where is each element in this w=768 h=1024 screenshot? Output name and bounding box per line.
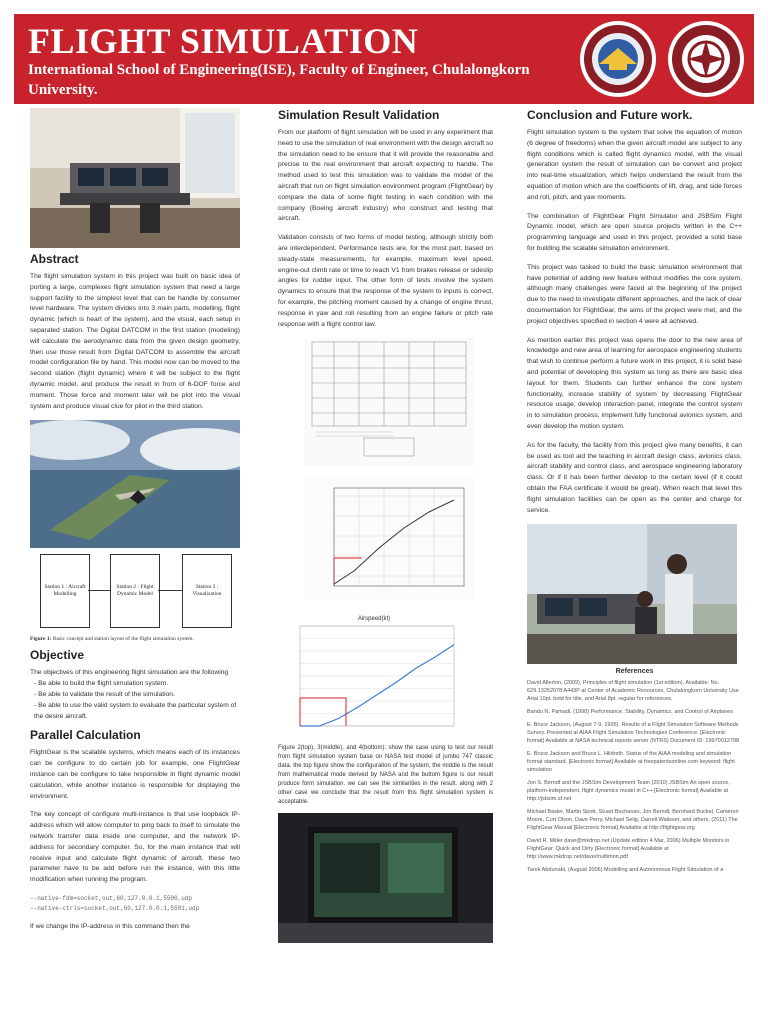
- objective-item: - Be able to build the flight simulation system.: [34, 680, 169, 688]
- reference-item: Tarek Abdunabi, (August 2006) Modelling and Autonomous Flight Simulation of a: [527, 867, 724, 874]
- poster-title: FLIGHT SIMULATION: [28, 21, 419, 61]
- objective-item: - Be able to use the valid system to evaluate the particular system of the desire aircraft.: [34, 701, 237, 720]
- poster-header: [14, 14, 754, 104]
- objective-item: - Be able to validate the result of the simulation.: [34, 690, 175, 698]
- parallel-text-2: The key concept of configure multi-instance is that use loopback IP-address which will allow computer to ping back to itself to simulate the network transfer data inside one computer, and the network IP-address for secondary computer. So, for the main instance that will receive input and calculate flight dynamic of aircraft, these two parameter have to be add before run the instance, with this little modification when running the program.: [30, 811, 240, 884]
- conclusion-text-4: As mention earlier this project was opens the door to the new area of knowledge and new area of learning for aerospace engineering students that wish to continue perform a future work in this project, it is solid base and potential of developing this system as long as there are basic idea layout for them. Students can further enhance the core system functionality, increase stability of system by decreasing FlightGear resource usage, develop interaction panel, integrate the control system in to simulation process, implement fully functional avionics system, and even develop the motion system.: [527, 336, 742, 430]
- conclusion-text-3: This project was tasked to build the basic simulation environment that have potential of adding new feature without modifies the core system, although many challenges were faced at the beginning of the project due to the need to investigate different approaches, and the lack of clear documentation for FlightGear, the aims of the project were met, and the project objectives specified in section 4 were all achieved.: [527, 263, 742, 325]
- station-diagram: [30, 554, 240, 636]
- middle-column: [278, 108, 493, 943]
- abstract-text: The flight simulation system in this project was built on basic idea of porting a large, complexes flight simulation system that need a large support facility to the simplest level that can be handle by consumer level hardware. The system divides into 3 main parts, modelling, flight dynamic (which is heart of the system), and the visual, each setup in separated station. The Digital DATCOM in the first station (modeling) will calculate the aerodynamic data from the given design geometry, then use those result from Digital DATCOM to assemble the aircraft model configuration file by hand. This model now can be moved to the second station (flight dynamic) where it will be subject to the flight dynamic model, and produce the result in from of 6-DOF force and moment. Those force and moment later will be plot into the visual system and produce visual clue for pilot in the third station.: [30, 273, 240, 410]
- airspeed-chart: [286, 610, 462, 736]
- station-2-box: Station 2 : Flight Dynamic Model: [110, 554, 160, 628]
- chulalongkorn-seal-icon: [667, 20, 745, 98]
- nasa-takeoff-graph-scan: [304, 476, 474, 600]
- parallel-text-3: If we change the IP-address in this command then the: [30, 922, 190, 930]
- parallel-text-1: FlightGear is the scalable systems, which means each of its instances can be configure to do certain job for example, one FlightGear instance can be configure to take responsible in flight dynamic model calculation, while another instance is responsible for displaying the environment.: [30, 749, 240, 800]
- objective-heading: Objective: [30, 648, 85, 663]
- test-data-table-scan: [304, 338, 474, 466]
- ise-logo-icon: [579, 20, 657, 98]
- conclusion-text-2: The combination of FlightGear Flight Simulator and JSBSim Flight Dynamic model, which are open source projects written in the C++ programming language and used in this project, provided a solid base for building the scalable simulation environment.: [527, 212, 742, 252]
- reference-item: David R. Miller dave@mkdrop.net (Update edition 4 Mar, 2006) Multiple Monitors in FlightGear: Quick and Dirty [Electronic format] Available at http://www.mkdrop.net/dave/multimon.pdf: [527, 838, 730, 861]
- references-list: [527, 679, 742, 874]
- station-link-2: [158, 590, 182, 591]
- station-1-box: Station 1 : Aircraft Modelling: [40, 554, 90, 628]
- flight-view-photo: [30, 420, 240, 548]
- reference-item: David Allerton, (2009), Principles of flight simulation (1st edition). Available: No. 629.13252078 A443P at Center of Academic Resources, Chulalongkorn University Use Arial 10pt. bold for title, and Arial 8pt. regular for references.: [527, 680, 739, 703]
- abstract-heading: Abstract: [30, 252, 79, 266]
- code-line: --native-ctrls=socket,out,60,127.0.0.1,5501,udp: [30, 904, 200, 912]
- reference-item: E. Bruce Jackson and Bruce L. Hildreth. Status of the AIAA modeling and simulation format standard. [Electronic format] Available at freepatentsonline.com keyword: flight simulation: [527, 751, 735, 774]
- validation-text-2: Validation consists of two forms of model testing, although strictly both are interdependent. Performance tests are, for the most part, based on steady-state measurements, for example, maximum level speed, engine-out climb rate or time to reach V1 from brakes release or sideslip angles for rudder input. The other form of tests involve the system dynamics to ensure that the response of the system to inputs is correct, for example, the pitching moment caused by a change of engine thrust, response in yaw and roll resulting from an engine failure or pitch rate response with a flight control law.: [278, 234, 493, 328]
- validation-text-1: From our platform of flight simulation will be used in any experiment that need to use the simulation of real environment with the design aircraft so the simulation need to be ensure that it will provide the reasonable and precise to the real environment that aircraft expecting to handle. The method used to test this simulation was to validate the model of the aircraft that run on flight simulation environment program (FlightGear) by compare the data of some flight testing in each condition with the company (Boeing aircraft industry) who construct and testing that aircraft.: [278, 129, 493, 223]
- references-heading: References: [615, 668, 654, 676]
- station-3-box: Station 3 : Visualization: [182, 554, 232, 628]
- code-line: --native-fdm=socket,out,60,127.0.0.1,5500,udp: [30, 894, 193, 902]
- parallel-heading: Parallel Calculation: [30, 728, 141, 743]
- reference-item: Jon S. Berndt and the JSBSim Development Team (2010) JSBSim An open source, platform-independent, flight dynamics model in C++ [Electronic format] Available at http://jsbsim.sf.net: [527, 780, 730, 803]
- figure2-caption: Figure 2(top), 3(middle), and 4(bottom): show the case using to test our result from flight simulation system base on NASA test model of jumbo 747 classic data. the top figure show the configuration of the system, the middle is the result from mathematical mode derived by NASA and the buttom figure is our result produce form simulation. we can see the similarities in the result. along with 2 other case we conclude that the result from this flight simulation system is acceptable.: [278, 745, 493, 806]
- conclusion-text-5: As for the faculty, the facility from this project give many benefits, it can be used as tool aid the teaching in aircraft design class, avionics class, aircraft stability and control class, and aerospace engineering laboratory class. Or if it has been further develop to the certain level (if it could obtain the FAA certificate it would be great). When reach that level this flight simulation facilities can be open as the center and charge for service.: [527, 441, 742, 514]
- station-link-1: [88, 590, 110, 591]
- objective-list: [30, 679, 240, 722]
- conclusion-heading: Conclusion and Future work.: [527, 108, 693, 122]
- validation-heading: Simulation Result Validation: [278, 108, 440, 122]
- conclusion-text-1: Flight simulation system is the system that solve the equation of motion (6 degree of freedoms) when the given aircraft model are subject to any flight conditions which is called flight dynamics model, with the visual generation system the result of simulation can be convert and project into real-time visualization, which helps understand the result from the equation of motion which are the coefficients of lift, drag, and side forces and roll, pitch, and yaw moments.: [527, 129, 742, 201]
- simulator-room-photo: [30, 108, 240, 248]
- right-column: [527, 108, 742, 879]
- figure1-text: Basic concept and station layout of the flight simulation system.: [52, 636, 194, 643]
- students-photo: [527, 524, 737, 664]
- figure1-caption: [30, 636, 240, 642]
- reference-item: Bandu N. Pamadi, (1998) Performance, Stability, Dynamics, and Control of Airplanes: [527, 709, 733, 716]
- chart-title: Airspeed(kt): [357, 616, 391, 623]
- reference-item: E. Bruce Jackson, (August 7-9, 1995). Results of a Flight Simulation Software Methods Survey. Presented at AIAA Flight Simulation Technologies Conference. [Electronic format] Available at NASA technical reports server (NTRS) Document ID: 19970012788: [527, 722, 740, 745]
- figure1-label: Figure 1:: [30, 636, 52, 643]
- reference-item: Michael Basler, Martin Spott, Stuart Buchanan, Jon Berndt, Bernhard Buckel, Cameron Moore, Curt Olson, Dave Perry, Michael Selig, Darrell Walisser, and others, (2011) The FlightGear Manual [Electronic format] Available at http://flightgear.org: [527, 809, 739, 832]
- objective-intro: The objectives of this engineering flight simulation are the following: [30, 669, 229, 677]
- left-column: [30, 108, 240, 941]
- poster-subtitle: International School of Engineering(ISE), Faculty of Engineer, Chulalongkorn University.: [28, 62, 530, 98]
- monitor-photo: [278, 813, 493, 943]
